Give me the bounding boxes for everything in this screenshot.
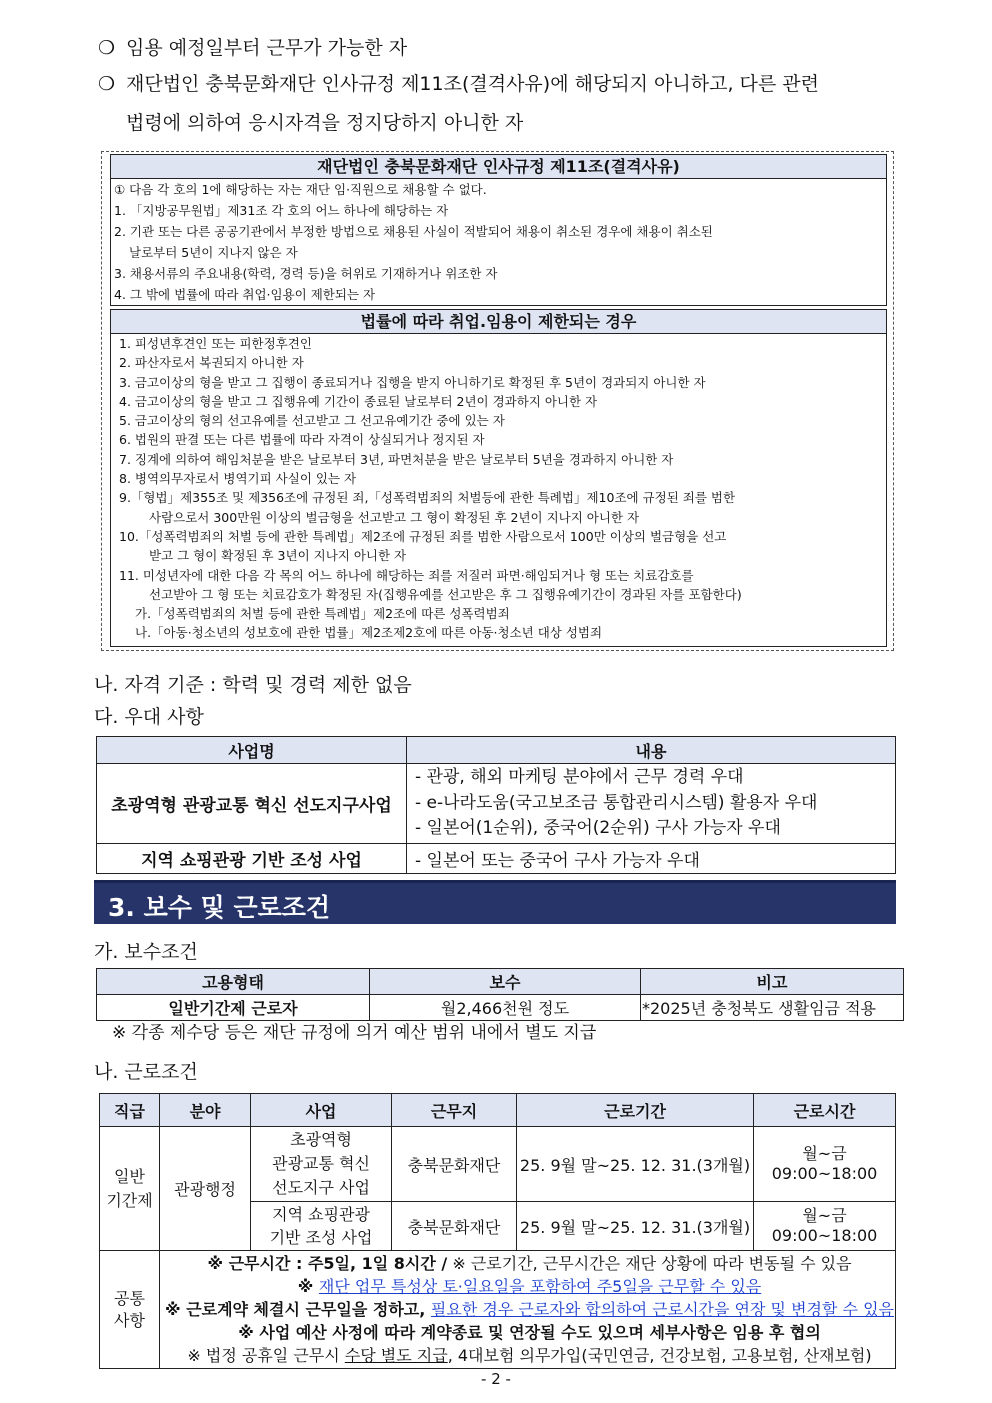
table-header: 내용 <box>407 737 896 764</box>
rule11-line: 2. 기관 또는 다른 공공기관에서 부정한 방법으로 채용된 사실이 적발되어 채용이 취소된 경우에 채용이 취소된 <box>114 224 713 239</box>
note-part: ※ 사업 예산 사정에 따라 계약종료 및 연장될 수도 있으며 세부사항은 임용 후 협의 <box>238 1323 821 1342</box>
restrict-line: 4. 금고이상의 형을 받고 그 집행유예 기간이 종료된 날로부터 2년이 경과하지 아니한 자 <box>119 393 598 409</box>
note-line <box>165 1344 894 1367</box>
qualification-text: 나. 자격 기준 : 학력 및 경력 제한 없음 <box>94 674 412 696</box>
preference-item: - e-나라도움(국고보조금 통합관리시스템) 활용자 우대 <box>415 792 818 813</box>
bullet-text: 재단법인 충북문화재단 인사규정 제11조(결격사유)에 해당되지 아니하고, 다른 관련 <box>126 73 820 95</box>
work-period: 25. 9월 말~25. 12. 31.(3개월) <box>517 1202 754 1251</box>
common-notes <box>160 1251 896 1369</box>
workplace: 충북문화재단 <box>392 1127 517 1202</box>
workplace: 충북문화재단 <box>392 1202 517 1251</box>
preference-heading: 다. 우대 사항 <box>94 706 204 728</box>
common-label: 공통 사항 <box>100 1251 160 1369</box>
section-title: 3. 보수 및 근로조건 <box>108 893 331 922</box>
rule11-line: 4. 그 밖에 법률에 따라 취업·임용이 제한되는 자 <box>114 287 376 302</box>
work-period: 25. 9월 말~25. 12. 31.(3개월) <box>517 1127 754 1202</box>
restrict-line: 11. 미성년자에 대한 다음 각 목의 어느 하나에 해당하는 죄를 저질러 파면·해임되거나 형 또는 치료감호를 <box>119 567 694 583</box>
table-header: 사업명 <box>97 737 407 764</box>
work-table <box>99 1093 896 1369</box>
rule11-line: 3. 채용서류의 주요내용(학력, 경력 등)을 허위로 기재하거나 위조한 자 <box>114 266 498 281</box>
note-line <box>165 1252 894 1275</box>
table-header: 근로기간 <box>517 1094 754 1127</box>
restrict-line: 1. 피성년후견인 또는 피한정후견인 <box>119 336 312 351</box>
page-number: - 2 - <box>481 1370 511 1388</box>
bullet-text-continued: 법령에 의하여 응시자격을 정지당하지 아니한 자 <box>126 112 524 134</box>
note-part: ※ 근무시간 : 주5일, 1일 8시간 / <box>207 1254 448 1273</box>
note-part: 재단 업무 특성상 토·일요일을 포함하여 주5일을 근무할 수 있음 <box>318 1277 762 1296</box>
restrict-line: 2. 파산자로서 복권되지 아니한 자 <box>119 355 304 371</box>
circle-bullet-icon: ❍ <box>98 37 116 59</box>
restrict-line: 나.「아동·청소년의 성보호에 관한 법률」제2조제2호에 따른 아동·청소년 대상 성범죄 <box>135 625 603 641</box>
preference-item: - 일본어(1순위), 중국어(2순위) 구사 가능자 우대 <box>415 818 781 839</box>
project-name: 지역 쇼핑관광 기반 조성 사업 <box>97 844 407 874</box>
note-line <box>165 1298 894 1321</box>
field: 관광행정 <box>160 1127 251 1251</box>
rule11-line: ① 다음 각 호의 1에 해당하는 자는 재단 임·직원으로 채용할 수 없다. <box>114 182 487 197</box>
restrict-line: 6. 법원의 판결 또는 다른 법률에 따라 자격이 상실되거나 정지된 자 <box>119 432 485 448</box>
note-part: ※ 근로기간, 근무시간은 재단 상황에 따라 변동될 수 있음 <box>447 1254 852 1273</box>
note-part: , 4대보험 의무가입(국민연금, 건강보험, 고용보험, 산재보험) <box>447 1346 872 1365</box>
bullet-disqualification <box>98 71 819 97</box>
note-part: 필요한 경우 근로자와 합의하여 근로시간을 연장 및 변경할 수 있음 <box>430 1300 894 1319</box>
preference-table <box>96 736 896 874</box>
table-header: 고용형태 <box>97 969 370 995</box>
note-line <box>165 1321 894 1344</box>
restrict-box <box>110 309 887 647</box>
table-header: 사업 <box>251 1094 392 1127</box>
pay-table <box>96 968 904 1021</box>
work-hours: 월~금 09:00~18:00 <box>754 1202 896 1251</box>
work-heading: 나. 근로조건 <box>94 1061 198 1083</box>
table-header: 보수 <box>370 969 641 995</box>
pay-note: ※ 각종 제수당 등은 재단 규정에 의거 예산 범위 내에서 별도 지급 <box>112 1023 597 1043</box>
salary: 월2,466천원 정도 <box>370 995 641 1021</box>
restrict-line: 9.「형법」제355조 및 제356조에 규정된 죄,「성폭력범죄의 처벌등에 관한 특례법」제10조에 규정된 죄를 범한 <box>119 490 736 506</box>
preference-item: - 관광, 해외 마케팅 분야에서 근무 경력 우대 <box>415 767 744 788</box>
restrict-line: 10.「성폭력범죄의 처벌 등에 관한 특례법」제2조에 규정된 죄를 범한 사람으로서 100만 이상의 벌금형을 선고 <box>119 528 727 544</box>
remark: *2025년 충청북도 생활임금 적용 <box>641 995 904 1021</box>
restrict-line: 7. 징계에 의하여 해임처분을 받은 날로부터 3년, 파면처분을 받은 날로부터 5년을 경과하지 아니한 자 <box>119 451 674 467</box>
bullet-text: 임용 예정일부터 근무가 가능한 자 <box>126 37 408 59</box>
rule11-title: 재단법인 충북문화재단 인사규정 제11조(결격사유) <box>111 155 886 179</box>
restrict-line: 5. 금고이상의 형의 선고유예를 선고받고 그 선고유예기간 중에 있는 자 <box>119 413 505 429</box>
project: 지역 쇼핑관광 기반 조성 사업 <box>251 1202 392 1251</box>
restrict-line: 8. 병역의무자로서 병역기피 사실이 있는 자 <box>119 471 357 487</box>
rule11-box <box>110 154 887 306</box>
section-banner <box>94 880 896 924</box>
table-header: 분야 <box>160 1094 251 1127</box>
table-header: 직급 <box>100 1094 160 1127</box>
circle-bullet-icon: ❍ <box>98 73 116 95</box>
work-hours: 월~금 09:00~18:00 <box>754 1127 896 1202</box>
restrict-line: 3. 금고이상의 형을 받고 그 집행이 종료되거나 집행을 받지 아니하기로 확정된 후 5년이 경과되지 아니한 자 <box>119 374 706 390</box>
project: 초광역형 관광교통 혁신 선도지구 사업 <box>251 1127 392 1202</box>
note-part: ※ <box>297 1277 319 1296</box>
pay-heading: 가. 보수조건 <box>94 941 198 963</box>
restrict-title: 법률에 따라 취업.임용이 제한되는 경우 <box>111 310 886 334</box>
rule11-line: 날로부터 5년이 지나지 않은 자 <box>129 245 298 260</box>
restrict-line: 받고 그 형이 확정된 후 3년이 지나지 아니한 자 <box>149 548 407 564</box>
preference-item: - 일본어 또는 중국어 구사 가능자 우대 <box>407 844 896 874</box>
restrict-line: 선고받아 그 형 또는 치료감호가 확정된 자(집행유예를 선고받은 후 그 집행유예기간이 경과된 자를 포함한다) <box>149 586 742 602</box>
note-part: ※ 법정 공휴일 근무시 <box>187 1346 345 1365</box>
table-header: 비고 <box>641 969 904 995</box>
grade: 일반 기간제 <box>100 1127 160 1251</box>
note-part: ※ 근로계약 체결시 근무일을 정하고, <box>165 1300 431 1319</box>
table-header: 근로시간 <box>754 1094 896 1127</box>
restrict-line: 사람으로서 300만원 이상의 벌금형을 선고받고 그 형이 확정된 후 2년이 지나지 아니한 자 <box>149 509 640 525</box>
table-header: 근무지 <box>392 1094 517 1127</box>
rule11-line: 1. 「지방공무원법」제31조 각 호의 어느 하나에 해당하는 자 <box>114 203 449 218</box>
employment-type: 일반기간제 근로자 <box>97 995 370 1021</box>
bullet-availability <box>98 35 407 61</box>
note-part: 수당 별도 지급 <box>344 1346 448 1365</box>
project-name: 초광역형 관광교통 혁신 선도지구사업 <box>97 764 407 844</box>
note-line <box>165 1275 894 1298</box>
restrict-line: 가.「성폭력범죄의 처벌 등에 관한 특례법」제2조에 따른 성폭력범죄 <box>135 606 510 622</box>
